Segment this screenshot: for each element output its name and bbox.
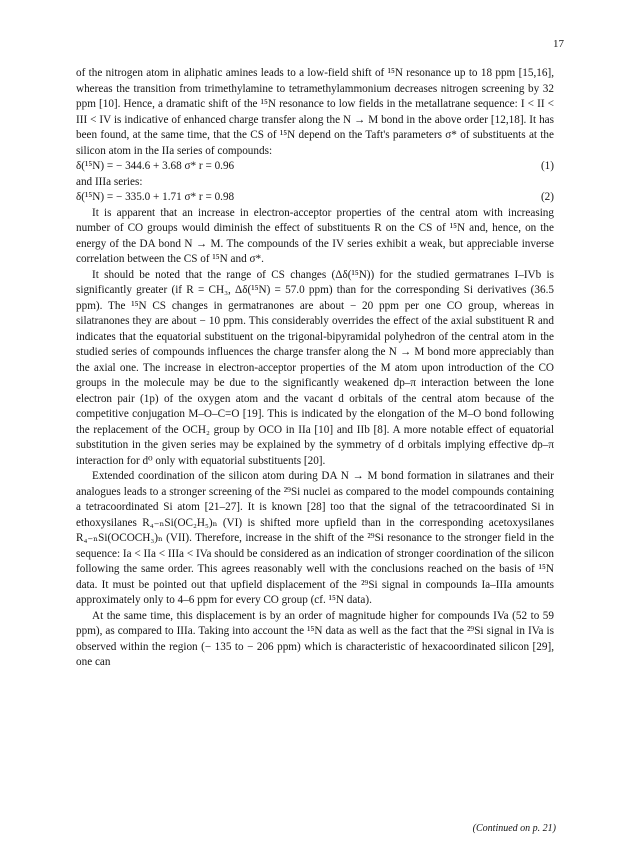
- equation-2-formula: δ(¹⁵N) = − 335.0 + 1.71 σ* r = 0.98: [76, 191, 235, 203]
- page-number: 17: [553, 38, 564, 50]
- paragraph-2: It is apparent that an increase in electron-acceptor properties of the central atom with increasing number of CO groups would diminish the effect of substituents R on the CS of ¹⁵N and, hence, on the energy of the DA bond N → M. The compounds of the IV series exhibit a weak, but appreciable inverse correlation between the CS of ¹⁵N and σ*.: [76, 206, 554, 265]
- article-body: [76, 66, 554, 671]
- equation-1-formula: δ(¹⁵N) = − 344.6 + 3.68 σ* r = 0.96: [76, 160, 235, 172]
- equation-1: [76, 159, 554, 175]
- paragraph-5: At the same time, this displacement is by an order of magnitude higher for compounds IVa (52 to 59 ppm), as compared to IIIa. Taking into account the ¹⁵N data as well as the fact that the ²⁹Si signal in IVa is observed within the region (− 135 to − 206 ppm) which is characteristic of hexacoordinated silicon [29], one can: [76, 609, 554, 668]
- paragraph-4: Extended coordination of the silicon atom during DA N → M bond formation in silatranes and their analogues leads to a stronger screening of the ²⁹Si nuclei as compared to the model compounds containing a tetracoordinated Si atom [21–27]. It is known [28] too that the signal of the tetracoordinated Si in ethoxysilanes R₄₋ₙSi(OC₂H₅)ₙ (VI) is shifted more upfield than in the corresponding acetoxysilanes R₄₋ₙSi(OCOCH₃)ₙ (VII). Therefore, increase in the shift of the ²⁹Si resonance to the stronger field in the sequence: Ia < IIa < IIIa < IVa should be considered as an indication of stronger coordination of the silicon following the same order. This agrees reasonably well with the conclusions reached on the basis of ¹⁵N data. It must be pointed out that upfield displacement of the ²⁹Si signal in compounds Ia–IIIa amounts approximately only to 4–6 ppm for every CO group (cf. ¹⁵N data).: [76, 470, 554, 606]
- equation-2-number: (2): [540, 191, 554, 203]
- equation-2: [76, 190, 554, 206]
- paragraph-3: It should be noted that the range of CS changes (Δδ(¹⁵N)) for the studied germatranes I–IVb is significantly greater (if R = CH₃, Δδ(¹⁵N) = 57.0 ppm) than for the corresponding Si derivatives (36.5 ppm). The ¹⁵N CS changes in germatranones are about − 20 ppm per one CO group, whereas in silatranones they are about − 10 ppm. This considerably overrides the effect of the axial substituent R and indicates that the equatorial substituent on the trigonal-bipyramidal polyhedron of the central atom in the studied series of compounds influences the charge transfer along the N → M bond more appreciably than the axial one. The increase in electron-acceptor properties of the M atom upon introduction of the CO groups in the molecule may be due to the significantly weakened dp–π interaction between the lone electron pair (1p) of the oxygen atom and the vacant d orbitals of the central atom because of the competitive conjugation M–O–C=O [19]. This is indicated by the elongation of the M–O bond following the replacement of the OCH₂ group by OCO in IIa [10] and IIb [8]. A more notable effect of equatorial substitution in the given series may be explained by the symmetry of d orbitals implying effective dp–π interaction for d⁰ only with equatorial substituents [20].: [76, 268, 554, 467]
- continued-note: (Continued on p. 21): [472, 823, 556, 834]
- equation-1-number: (1): [540, 160, 554, 172]
- iiia-series-label: and IIIa series:: [76, 175, 143, 188]
- paragraph-1: of the nitrogen atom in aliphatic amines leads to a low-field shift of ¹⁵N resonance up to 18 ppm [15,16], whereas the transition from trimethylamine to tetramethylammonium decreases nitrogen screening by 32 ppm [10]. Hence, a dramatic shift of the ¹⁵N resonance to low fields in the metallatrane sequence: I < II < III < IV is indicative of enhanced charge transfer along the N → M bond in the above order [12,18]. It has been found, at the same time, that the CS of ¹⁵N depend on the Taft's parameters σ* of substituents at the silicon atom in the IIa series of compounds:: [76, 67, 554, 157]
